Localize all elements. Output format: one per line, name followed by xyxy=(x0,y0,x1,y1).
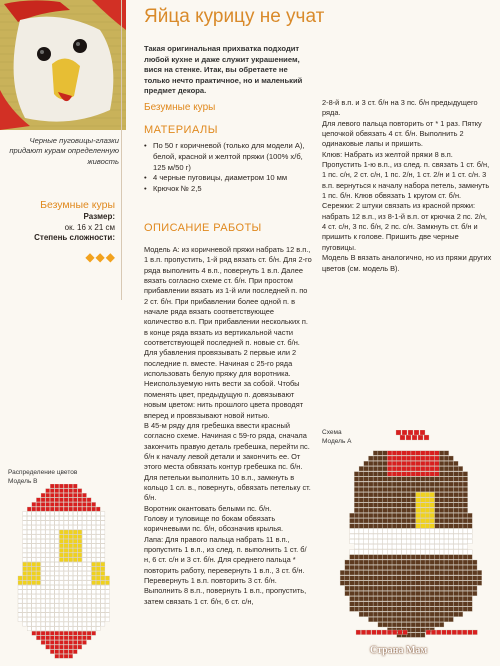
instruction-paragraph: 2-8-й в.п. и 3 ст. б/н на 3 пс. б/н предыдущего ряда. xyxy=(322,98,478,118)
size-label: Размер: xyxy=(83,212,115,221)
instruction-paragraph: Лапа: Для правого пальца набрать 11 в.п., пропустить 1 в.п., из след. п. выполнить 1 ст. б/н, 6 ст. с/н и 3 ст. б/н. Для среднего пальца * повторить работу, перевернуть 1 в.п., 3 ст. б/н. Перевернуть 1 в.п. повторить 3 ст. б/н. Выполнить 8 в.п., повернуть 1 в.п., пропустить, затем связать 1 ст. б/н, 6 ст. с/н, xyxy=(144,534,307,606)
sidebar-divider xyxy=(121,0,122,300)
site-watermark: Страна Мам xyxy=(370,645,428,656)
modelB-caption-line2: Модель В xyxy=(8,478,38,485)
materials-item: • 4 черные пуговицы, диаметром 10 мм xyxy=(144,173,314,184)
modelA-chart xyxy=(326,430,496,640)
modelB-caption-line1: Распределение цветов xyxy=(8,469,78,476)
section-title: Безумные куры xyxy=(144,102,216,113)
instructions-heading: ОПИСАНИЕ РАБОТЫ xyxy=(144,222,262,234)
page-title: Яйца курицу не учат xyxy=(144,6,325,27)
difficulty-diamonds-icon: ◆◆◆ xyxy=(85,250,116,264)
photo-caption: Черные пуговицы-глазки придают курам определенную живость xyxy=(9,136,119,166)
instruction-paragraph: Модель В вязать аналогично, но из пряжи других цветов (см. модель В). xyxy=(322,253,492,273)
instructions-column-2 xyxy=(322,98,492,274)
sidebar-info xyxy=(4,212,115,244)
materials-heading: МАТЕРИАЛЫ xyxy=(144,124,218,136)
instructions-column-1 xyxy=(144,245,312,607)
instruction-paragraph: Модель А: из коричневой пряжи набрать 12 в.п., 1 в.п. пропустить, 1-й ряд вязать ст. б/н. Для 2-го ряда выполнить 4 в.п., повернуть 1 в.п. Далее вязать согласно схеме ст. б/н. При простом прибавлении вязать из 1-й или последней п. по 2 ст. б/н. При прибавлении более одной п. в начале ряда вязать соответствующее количество в.п. При прибавлении нескольких п. в конце ряда вязать из вертикальной части соответствующей последней п. новые ст. б/н. Для убавления провязывать 2 первые или 2 последние п. вместе. Начиная с 25-го ряда использовать белую пряжу для воротника. Неиспользуемую нить вести за собой. Чтобы поменять цвет, предыдущую п. довязывают новым цветом: нить прошлого цвета проводят вперед и провязывают новой нитью. xyxy=(144,245,312,420)
modelA-caption-line2: Модель А xyxy=(322,438,352,445)
instruction-paragraph: Для петельки выполнить 10 в.п., замкнуть в кольцо 1 сл. в., повернуть, обвязать петельку ст. б/н. xyxy=(144,472,311,503)
modelA-caption-line1: Схема xyxy=(322,429,342,436)
sidebar-title: Безумные куры xyxy=(40,199,115,211)
instruction-paragraph: В 45-м ряду для гребешка ввести красный согласно схеме. Начиная с 59-го ряда, сначала закончить правую деталь гребешка, перейти пс. б/н к началу левой детали и закончить ее. От этого места обвязать контур гребешка пс. б/н. xyxy=(144,420,310,472)
difficulty-label: Степень сложности: xyxy=(34,233,115,242)
instruction-paragraph: Воротник окантовать белыми пс. б/н. xyxy=(144,503,272,513)
modelB-chart xyxy=(16,484,116,662)
instruction-paragraph: Голову и туловище по бокам обвязать коричневыми пс. б/н, обозначив крылья. xyxy=(144,513,284,534)
crochet-photo-art xyxy=(0,0,126,130)
size-value: ок. 16 x 21 см xyxy=(64,222,115,232)
intro-text: Такая оригинальная прихватка подходит любой кухне и даже служит украшением, вися на стенке. Итак, вы обретаете не только нечто практичное, но и маленький предмет декора. xyxy=(144,44,303,96)
materials-item: • По 50 г коричневой (только для модели А), белой, красной и желтой пряжи (100% х/б, 125 м/50 г) xyxy=(144,141,314,173)
instruction-paragraph: Для левого пальца повторить от * 1 раз. Пятку цепочкой обвязать 4 ст. б/н. Выполнить 2 одинаковые лапы и пришить. xyxy=(322,118,482,149)
crochet-photo xyxy=(0,0,126,130)
instruction-paragraph: Клюв: Набрать из желтой пряжи 8 в.п. Пропустить 1-ю в.п., из след. п. связать 1 ст. б/н, 1 пс. с/н, 2 ст. с/н, 1 пс. 2/н, 1 ст. 2/н и 1 ст. с/н. 3 в.п. вернуться к началу набора петель, замкнуть 1 пс. б/н. Клюв обвязать 1 кругом ст. б/н. xyxy=(322,149,490,201)
instruction-paragraph: Сережки: 2 штуки связать из красной пряжи: набрать 12 в.п., из 8-1-й в.п. от крючка 2 пс. 2/н, 4 ст. с/н, 3 пс. б/н, 2 пс. с/н. Замкнуть ст. б/н и пришить к голове. Пришить две черные пуговицы. xyxy=(322,201,487,252)
materials-list xyxy=(144,141,314,195)
materials-item: • Крючок № 2,5 xyxy=(144,184,314,195)
